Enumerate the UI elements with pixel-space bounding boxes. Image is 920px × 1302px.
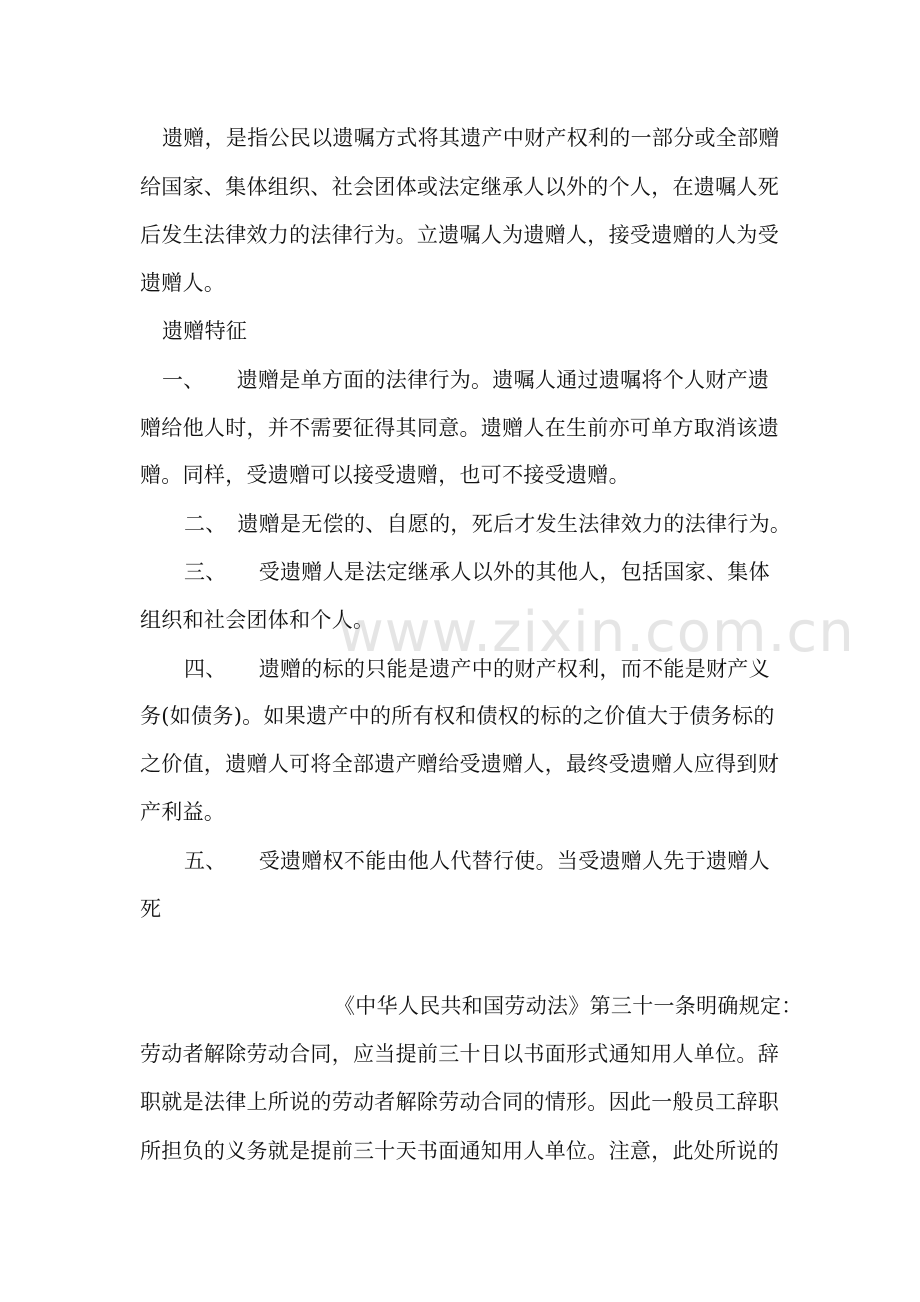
paragraph-line: 四、 遗赠的标的只能是遗产中的财产权利，而不能是财产义 [184,657,770,681]
paragraph-line: 后发生法律效力的法律行为。立遗嘱人为遗赠人，接受遗赠的人为受 [140,223,779,247]
watermark: www.zixin.com.cn [338,600,855,665]
paragraph-line: 所担负的义务就是提前三十天书面通知用人单位。注意，此处所说的 [140,1139,779,1163]
paragraph-line: 《中华人民共和国劳动法》第三十一条明确规定： [334,994,803,1018]
paragraph-line: 职就是法律上所说的劳动者解除劳动合同的情形。因此一般员工辞职 [140,1090,779,1114]
paragraph-line: 二、 遗赠是无偿的、自愿的，死后才发生法律效力的法律行为。 [184,512,792,536]
paragraph-line: 遗赠人。 [140,271,226,295]
paragraph-line: 三、 受遗赠人是法定继承人以外的其他人，包括国家、集体 [184,560,770,584]
section-heading: 遗赠特征 [162,319,248,343]
paragraph-line: 五、 受遗赠权不能由他人代替行使。当受遗赠人先于遗赠人 [184,849,770,873]
paragraph-line: 组织和社会团体和个人。 [140,608,375,632]
paragraph-line: 劳动者解除劳动合同，应当提前三十日以书面形式通知用人单位。辞 [140,1042,779,1066]
paragraph-line: 赠。同样，受遗赠可以接受遗赠，也可不接受遗赠。 [140,463,630,487]
paragraph-line: 之价值，遗赠人可将全部遗产赠给受遗赠人，最终受遗赠人应得到财 [140,752,779,776]
paragraph-line: 一、 遗赠是单方面的法律行为。遗嘱人通过遗嘱将个人财产遗 [162,368,770,392]
paragraph-line: 死 [140,897,162,921]
paragraph-line: 赠给他人时，并不需要征得其同意。遗赠人在生前亦可单方取消该遗 [140,416,779,440]
paragraph-line: 遗赠，是指公民以遗嘱方式将其遗产中财产权利的一部分或全部赠 [162,126,780,150]
paragraph-line: 给国家、集体组织、社会团体或法定继承人以外的个人，在遗嘱人死 [140,175,779,199]
paragraph-line: 产利益。 [140,800,226,824]
paragraph-line: 务(如债务)。如果遗产中的所有权和债权的标的之价值大于债务标的 [140,704,775,728]
